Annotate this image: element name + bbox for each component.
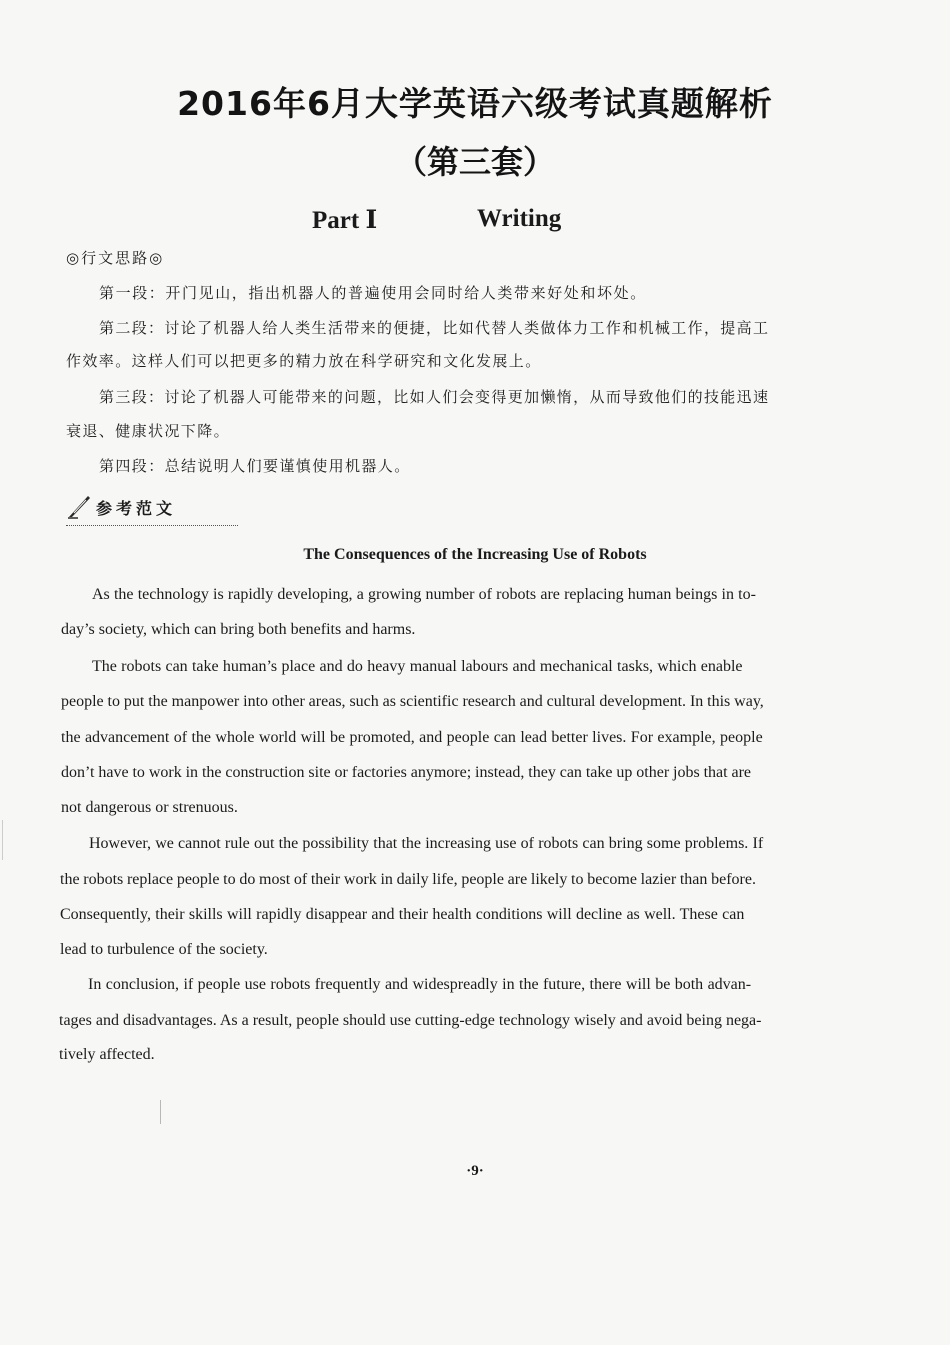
essay-line: don’t have to work in the construction site or factories anymore; instead, they can take up other jobs that are [61, 764, 752, 781]
outline-line: 第三段：讨论了机器人可能带来的问题，比如人们会变得更加懒惰，从而导致他们的技能迅速 [99, 388, 770, 406]
essay-line: The robots can take human’s place and do heavy manual labours and mechanical tasks, which enable [92, 658, 743, 675]
document-subtitle: （第三套） [394, 143, 555, 181]
essay-line: Consequently, their skills will rapidly disappear and their health conditions will decline as well. These can [60, 906, 745, 923]
outline-line: 第一段：开门见山，指出机器人的普遍使用会同时给人类带来好处和坏处。 [99, 284, 647, 302]
essay-line: day’s society, which can bring both benefits and harms. [61, 621, 416, 638]
quill-pen-icon [66, 493, 92, 519]
outline-line: 衰退、健康状况下降。 [66, 422, 231, 440]
outline-line: 第四段：总结说明人们要谨慎使用机器人。 [99, 457, 411, 475]
essay-line: the robots replace people to do most of their work in daily life, people are likely to become lazier than before. [60, 871, 756, 888]
essay-line: tively affected. [59, 1046, 155, 1063]
essay-line: tages and disadvantages. As a result, people should use cutting-edge technology wisely and avoid being nega- [59, 1012, 762, 1029]
document-title: 2016年6月大学英语六级考试真题解析 [177, 84, 773, 123]
part-name: Writing [477, 205, 562, 232]
essay-line: lead to turbulence of the society. [60, 941, 268, 958]
essay-title: The Consequences of the Increasing Use of Robots [303, 546, 647, 563]
essay-line: not dangerous or strenuous. [61, 799, 238, 816]
outline-line: 第二段：讨论了机器人给人类生活带来的便捷，比如代替人类做体力工作和机械工作，提高工 [99, 319, 770, 337]
part-heading [0, 205, 950, 237]
scan-artifact [2, 820, 3, 860]
essay-line: In conclusion, if people use robots frequently and widespreadly in the future, there will be both advan- [88, 976, 752, 993]
outline-heading: ◎行文思路◎ [66, 249, 165, 267]
outline-line: 作效率。这样人们可以把更多的精力放在科学研究和文化发展上。 [66, 352, 542, 370]
essay-line: people to put the manpower into other areas, such as scientific research and cultural development. In this way, [61, 693, 764, 710]
page-number: ·9· [466, 1163, 484, 1179]
essay-line: As the technology is rapidly developing, a growing number of robots are replacing human beings in to- [92, 586, 756, 603]
essay-line: the advancement of the whole world will be promoted, and people can lead better lives. For example, people [61, 729, 763, 746]
essay-line: However, we cannot rule out the possibility that the increasing use of robots can bring some problems. If [89, 835, 764, 852]
reference-label: 参考范文 [96, 499, 177, 518]
scan-artifact [160, 1100, 161, 1124]
part-label: Part Ⅰ [312, 207, 378, 234]
reference-heading [66, 491, 238, 526]
